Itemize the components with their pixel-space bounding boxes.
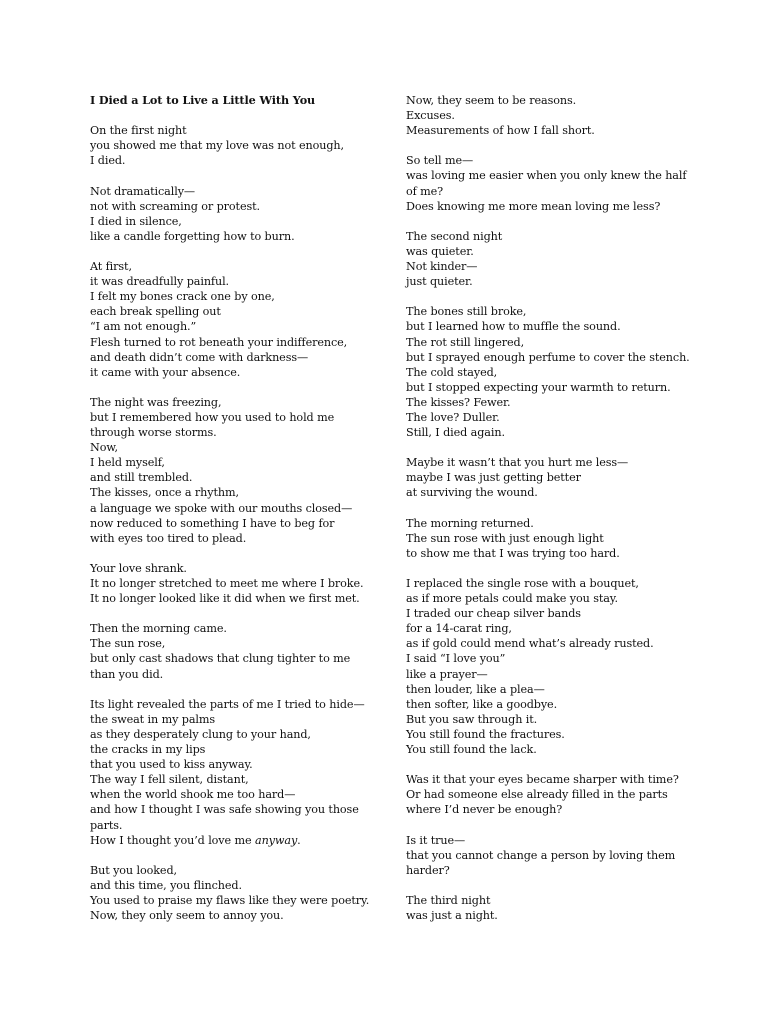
- stanza: [90, 863, 375, 923]
- poem-line: but I stopped expecting your warmth to return.: [406, 380, 671, 394]
- poem-line: Is it true—: [406, 833, 466, 847]
- poem-line: Measurements of how I fall short.: [406, 124, 595, 138]
- poem-line: The sun rose with just enough light: [406, 531, 604, 545]
- poem-line: Flesh turned to rot beneath your indifference,: [90, 335, 348, 349]
- poem-line: It no longer stretched to meet me where I broke.: [90, 577, 364, 590]
- poem-line: You still found the lack.: [406, 743, 537, 757]
- poem-line: Then the morning came.: [90, 622, 227, 636]
- poem-line: I held myself,: [90, 456, 165, 470]
- poem-line: for a 14-carat ring,: [406, 622, 512, 636]
- line-text: .: [297, 833, 301, 847]
- stanza: [90, 561, 375, 606]
- poem-line: Excuses.: [406, 109, 455, 123]
- poem-line: The love? Duller.: [406, 410, 500, 424]
- poem-line: I felt my bones crack one by one,: [90, 290, 275, 304]
- poem-line: The kisses? Fewer.: [406, 395, 511, 409]
- poem-line: parts.: [90, 818, 123, 832]
- stanza: [90, 697, 375, 848]
- poem-line: Now, they seem to be reasons.: [406, 94, 577, 107]
- poem-line: when the world shook me too hard—: [90, 788, 296, 802]
- stanza: [406, 455, 706, 500]
- left-column: [90, 93, 375, 938]
- poem-line: The sun rose,: [90, 637, 166, 651]
- poem-line: not with screaming or protest.: [90, 199, 260, 213]
- poem-line: you showed me that my love was not enough,: [90, 139, 344, 153]
- poem-line: but I remembered how you used to hold me: [90, 410, 335, 424]
- poem-line: Now,: [90, 441, 118, 455]
- poem-line: I died.: [90, 154, 126, 168]
- poem-line: and death didn’t come with darkness—: [90, 350, 309, 364]
- poem-line: The second night: [406, 229, 503, 243]
- poem-line: as they desperately clung to your hand,: [90, 727, 311, 741]
- poem-line: a language we spoke with our mouths closed—: [90, 501, 353, 515]
- stanza: [90, 621, 375, 681]
- poem-line: I traded our cheap silver bands: [406, 607, 581, 621]
- poem-line: like a candle forgetting how to burn.: [90, 229, 295, 243]
- poem-line: through worse storms.: [90, 426, 217, 440]
- poem-line: that you used to kiss anyway.: [90, 758, 253, 772]
- poem-line: with eyes too tired to plead.: [90, 531, 247, 545]
- poem-line: It no longer looked like it did when we first met.: [90, 592, 360, 606]
- poem-line: Still, I died again.: [406, 426, 505, 440]
- poem-line: Does knowing me more mean loving me less?: [406, 199, 661, 213]
- poem-line: but I sprayed enough perfume to cover the stench.: [406, 350, 690, 364]
- poem-line: that you cannot change a person by loving them: [406, 848, 676, 862]
- stanza: [90, 184, 375, 244]
- right-column: [406, 93, 706, 938]
- poem-line: was quieter.: [406, 244, 474, 258]
- poem-line: just quieter.: [406, 275, 473, 289]
- poem-line: but I learned how to muffle the sound.: [406, 320, 621, 334]
- poem-line: at surviving the wound.: [406, 486, 538, 500]
- poem-line: [90, 833, 375, 848]
- poem-line: Maybe it wasn’t that you hurt me less—: [406, 456, 629, 470]
- poem-line: Was it that your eyes became sharper with time?: [406, 773, 679, 787]
- poem-line: the cracks in my lips: [90, 743, 206, 757]
- stanza: [406, 153, 706, 213]
- poem-line: where I’d never be enough?: [406, 803, 563, 817]
- poem-line: and this time, you flinched.: [90, 878, 242, 892]
- poem-line: the sweat in my palms: [90, 712, 216, 726]
- poem-line: to show me that I was trying too hard.: [406, 546, 620, 560]
- poem-line: The morning returned.: [406, 516, 534, 530]
- poem-line: as if gold could mend what’s already rusted.: [406, 637, 654, 651]
- stanza: [406, 229, 706, 289]
- left-stanzas: [90, 123, 375, 923]
- poem-line: “I am not enough.”: [90, 320, 197, 334]
- poem-line: But you looked,: [90, 863, 177, 877]
- poem-line: On the first night: [90, 124, 187, 138]
- poem-line: and how I thought I was safe showing you those: [90, 803, 359, 817]
- poem-line: The third night: [406, 893, 491, 907]
- poem-line: then softer, like a goodbye.: [406, 697, 558, 711]
- poem-line: of me?: [406, 184, 444, 198]
- poem-line: but only cast shadows that clung tighter to me: [90, 652, 351, 666]
- poem-line: The bones still broke,: [406, 305, 527, 319]
- emphasized-word: anyway: [255, 833, 298, 847]
- poem-line: So tell me—: [406, 154, 474, 168]
- poem-line: But you saw through it.: [406, 712, 538, 726]
- poem-title: I Died a Lot to Live a Little With You: [90, 93, 316, 107]
- poem-line: as if more petals could make you stay.: [406, 592, 618, 606]
- poem-line: then louder, like a plea—: [406, 682, 545, 696]
- poem-line: it came with your absence.: [90, 365, 241, 379]
- line-text: How I thought you’d love me: [90, 833, 255, 847]
- poem-line: The kisses, once a rhythm,: [90, 486, 239, 500]
- poem-line: each break spelling out: [90, 305, 221, 319]
- poem-line: Its light revealed the parts of me I tried to hide—: [90, 697, 365, 711]
- poem-line: The cold stayed,: [406, 365, 498, 379]
- poem-line: You used to praise my flaws like they were poetry.: [90, 893, 370, 907]
- stanza: [90, 259, 375, 380]
- poem-line: The way I fell silent, distant,: [90, 773, 249, 787]
- poem-line: I said “I love you”: [406, 652, 506, 666]
- stanza: [406, 772, 706, 817]
- poem-line: The night was freezing,: [90, 395, 222, 409]
- poem-line: Not dramatically—: [90, 184, 196, 198]
- poem-line: was just a night.: [406, 909, 498, 923]
- stanza: [406, 516, 706, 561]
- poem-line: I replaced the single rose with a bouquet,: [406, 577, 639, 590]
- poem-line: Your love shrank.: [90, 561, 187, 575]
- poem-line: like a prayer—: [406, 667, 488, 681]
- stanza: [406, 893, 706, 923]
- stanza: [90, 123, 375, 168]
- poem-line: Not kinder—: [406, 260, 478, 274]
- poem-line: was loving me easier when you only knew the half: [406, 169, 687, 183]
- poem-line: Or had someone else already filled in the parts: [406, 788, 668, 802]
- poem-line: it was dreadfully painful.: [90, 275, 230, 289]
- stanza: [406, 93, 706, 138]
- right-stanzas: [406, 93, 706, 923]
- poem-line: maybe I was just getting better: [406, 471, 581, 485]
- poem-line: I died in silence,: [90, 214, 182, 228]
- poem-line: At first,: [90, 260, 132, 274]
- poem-line: You still found the fractures.: [406, 727, 565, 741]
- poem-line: than you did.: [90, 667, 164, 681]
- stanza: [406, 833, 706, 878]
- poem-line: Now, they only seem to annoy you.: [90, 909, 284, 923]
- stanza: [90, 395, 375, 546]
- stanza: [406, 304, 706, 440]
- poem-line: now reduced to something I have to beg for: [90, 516, 335, 530]
- poem-line: and still trembled.: [90, 471, 193, 485]
- poem-line: harder?: [406, 863, 450, 877]
- stanza: [406, 576, 706, 757]
- poem-line: The rot still lingered,: [406, 335, 525, 349]
